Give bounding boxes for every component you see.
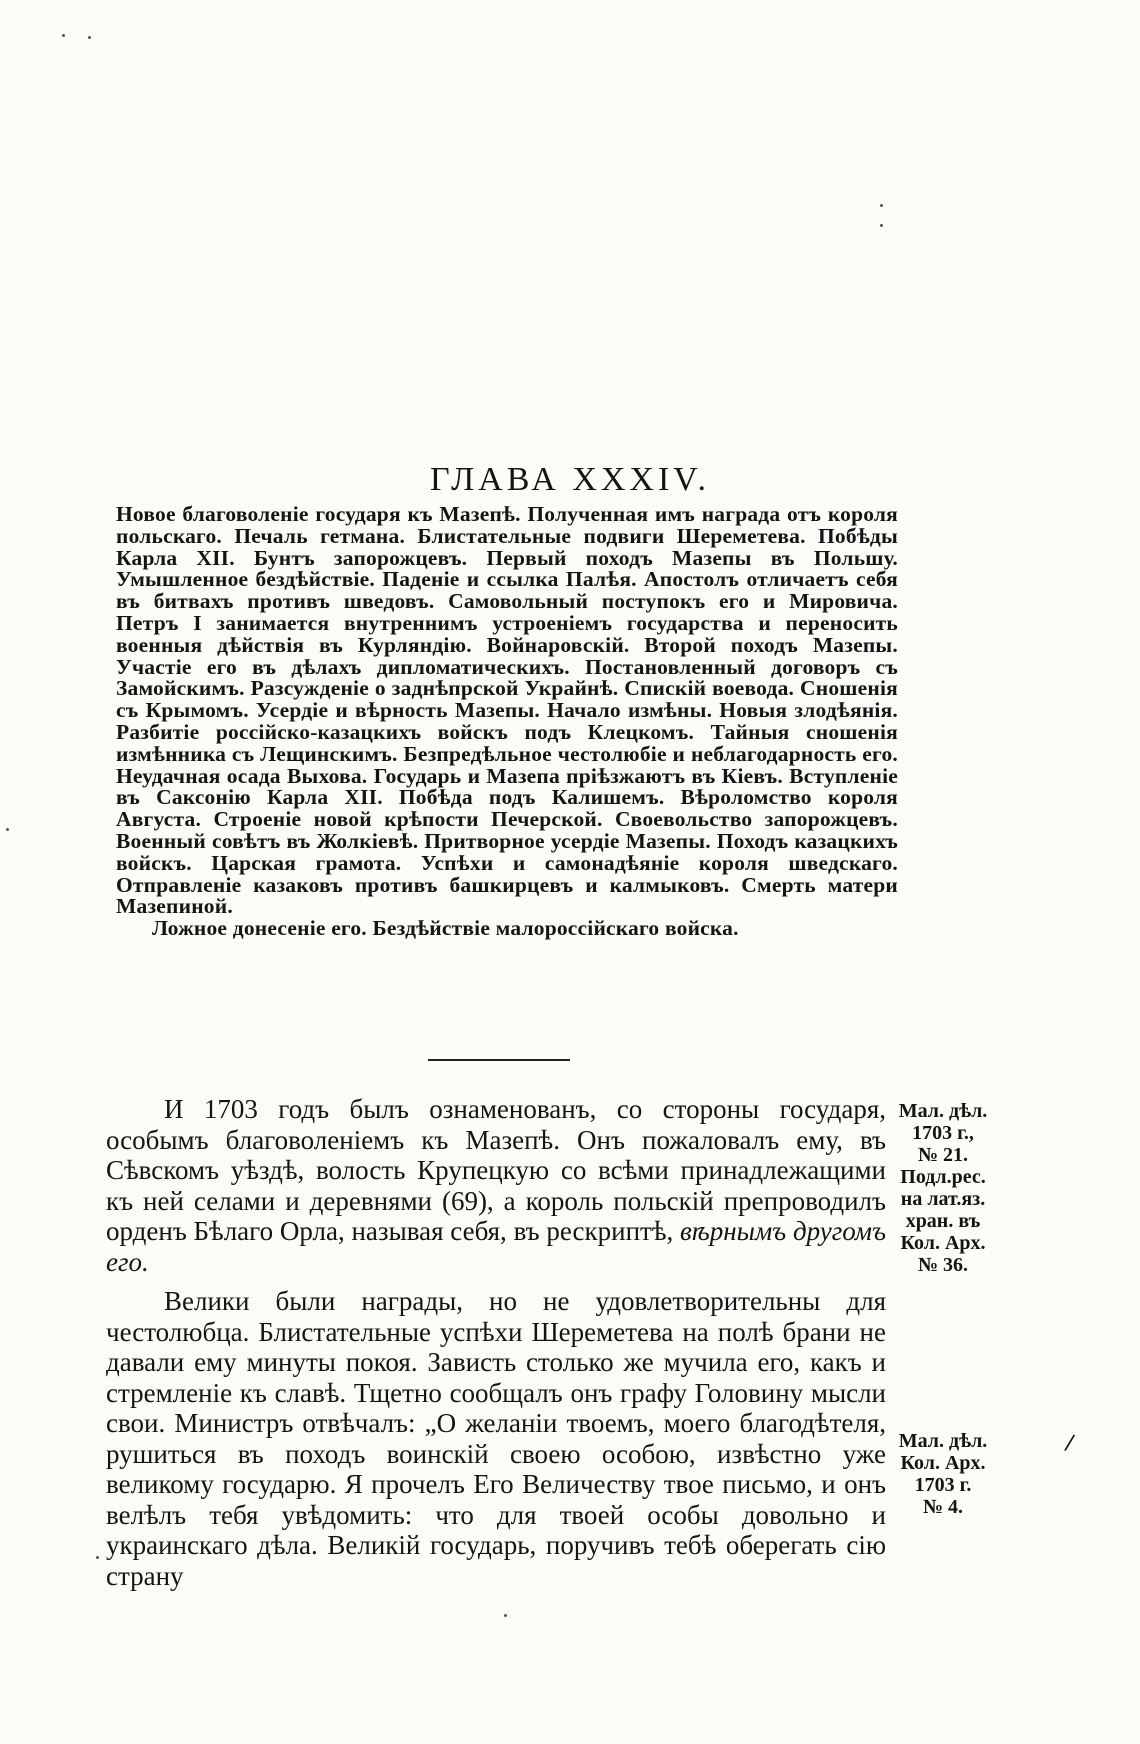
paragraph-2: Велики были награды, но не удовлетворительны для честолюбца. Блистательные успѣхи Шереметева на полѣ брани не давали ему минуты покоя. Зависть столько же мучила его, какъ и стремленіе къ славѣ. Тщетно сообщалъ онъ графу Головину мысли свои. Министръ отвѣчалъ: „О желаніи твоемъ, моего благодѣтеля, рушиться въ походъ воинскій своею особою, извѣстно уже великому государю. Я прочелъ Его Величеству твое письмо, и онъ велѣлъ тебя увѣдомить: что для твоей особы довольно и украинскаго дѣла. Великій государь, поручивъ тебѣ оберегать сію страну <box>106 1286 886 1591</box>
paragraph-1 <box>106 1094 886 1277</box>
paragraph-1-text: И 1703 годъ былъ ознаменованъ, со стороны государя, особымъ благоволеніемъ къ Мазепѣ. Онъ пожаловалъ ему, въ Сѣвскомъ уѣздѣ, волость Крупецкую со всѣми принадлежащими къ ней селами и деревнями (69), а король польскій препроводилъ орденъ Бѣлаго Орла, называя себя, въ рескриптѣ, <box>106 1094 886 1246</box>
chapter-summary-text: Новое благоволеніе государя къ Мазепѣ. Полученная имъ награда отъ короля польскаго. Печаль гетмана. Блистательные подвиги Шереметева. Побѣды Карла XII. Бунтъ запорожцевъ. Первый походъ Мазепы въ Польшу. Умышленное бездѣйствіе. Паденіе и ссылка Палѣя. Апостолъ отличаетъ себя въ битвахъ противъ шведовъ. Самовольный поступокъ его и Мировича. Петръ I занимается внутреннимъ устроеніемъ государства и переносить военныя дѣйствія въ Курляндію. Войнаровскій. Второй походъ Мазепы. Участіе его въ дѣлахъ дипломатическихъ. Постановленный договоръ съ Замойскимъ. Разсужденіе о заднѣпрской Украйнѣ. Спискій воевода. Сношенія съ Крымомъ. Усердіе и вѣрность Мазепы. Начало измѣны. Новыя злодѣянія. Разбитіе россійско-казацкихъ войскъ подъ Клецкомъ. Тайныя сношенія измѣнника съ Лещинскимъ. Безпредѣльное честолюбіе и неблагодарность его. Неудачная осада Выхова. Государь и Мазепа пріѣзжаютъ въ Кіевъ. Вступленіе въ Саксонію Карла XII. Побѣда подъ Калишемъ. Вѣроломство короля Августа. Строеніе новой крѣпости Печерской. Своевольство запорожцевъ. Военный совѣтъ въ Жолкіевѣ. Притворное усердіе Мазепы. Походъ казацкихъ войскъ. Царская грамота. Успѣхи и самонадѣяніе короля шведскаго. Отправленіе казаковъ противъ башкирцевъ и калмыковъ. Смерть матери Мазепиной. <box>116 502 898 919</box>
margin-note-2 <box>884 1430 1002 1518</box>
paper-speck <box>880 224 883 227</box>
margin-note-line: хран. въ <box>905 1210 981 1232</box>
paper-speck <box>96 1556 99 1559</box>
chapter-summary-last-line: Ложное донесеніе его. Бездѣйствіе малороссійскаго войска. <box>152 916 739 941</box>
margin-note-line: № 21. <box>917 1144 969 1166</box>
section-divider <box>428 1059 570 1061</box>
margin-note-line: 1703 г., <box>912 1122 974 1144</box>
paragraph-1-italic: вѣрнымъ другомъ его. <box>106 1216 886 1277</box>
margin-note-line: Мал. дѣл. <box>898 1100 988 1122</box>
margin-note-line: Кол. Арх. <box>900 1232 986 1254</box>
margin-note-line: Подл.рес. <box>900 1166 986 1188</box>
margin-note-line: Кол. Арх. <box>900 1452 986 1474</box>
margin-note-line: Мал. дѣл. <box>898 1430 988 1452</box>
margin-note-1 <box>884 1100 1002 1276</box>
margin-note-line: 1703 г. <box>914 1474 972 1496</box>
paper-speck <box>6 828 9 831</box>
chapter-summary <box>116 504 898 940</box>
paper-speck <box>504 1614 507 1617</box>
chapter-title: ГЛАВА XXXIV. <box>430 460 710 498</box>
stray-pen-mark: / <box>1063 1427 1077 1458</box>
margin-note-line: № 4. <box>922 1496 964 1518</box>
paper-speck <box>88 36 91 39</box>
body-text <box>106 1094 886 1591</box>
margin-note-line: № 36. <box>917 1254 969 1276</box>
margin-note-line: на лат.яз. <box>900 1188 986 1210</box>
paper-speck <box>62 34 65 37</box>
paper-speck <box>880 204 883 207</box>
